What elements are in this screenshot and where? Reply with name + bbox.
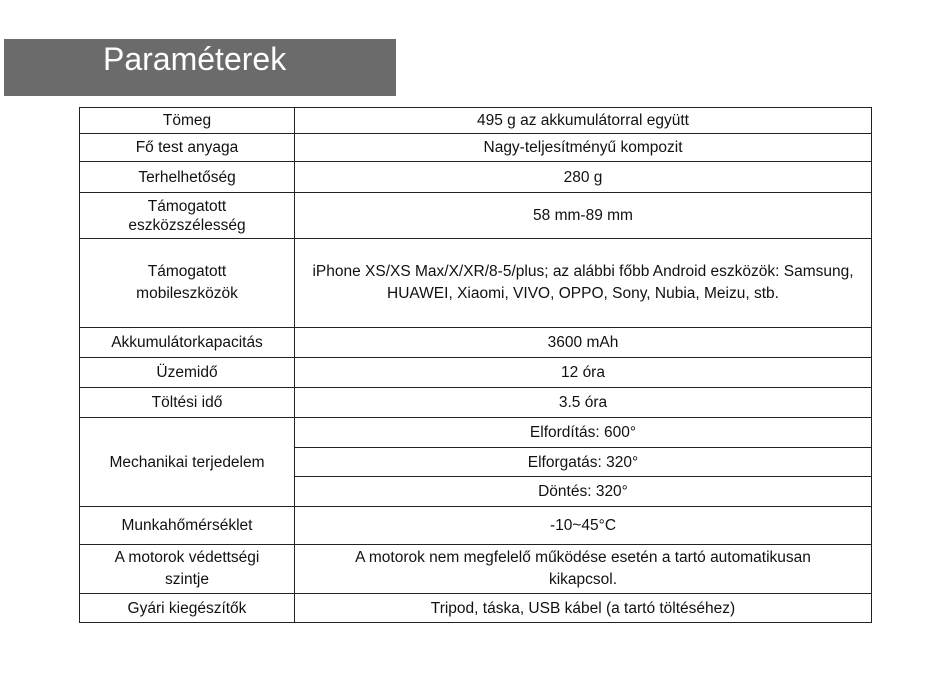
header-bar (4, 39, 396, 96)
table-row (80, 328, 872, 358)
table-row (80, 239, 872, 328)
row-value-tilt: Döntés: 320° (295, 477, 872, 507)
row-value-runtime: 12 óra (295, 358, 872, 388)
row-value-motor-protection: A motorok nem megfelelő működése esetén a tartó automatikusan kikapcsol. (295, 545, 872, 594)
row-label-material: Fő test anyaga (80, 134, 295, 162)
row-value-charge-time: 3.5 óra (295, 388, 872, 418)
row-label-motor-protection: A motorok védettségi szintje (80, 545, 295, 594)
row-value-supported-devices: iPhone XS/XS Max/X/XR/8-5/plus; az alábbi főbb Android eszközök: Samsung, HUAWEI, Xiaomi, VIVO, OPPO, Sony, Nubia, Meizu, stb. (295, 239, 872, 328)
table-row (80, 108, 872, 134)
table-row (80, 507, 872, 545)
page-title: Paraméterek (103, 41, 287, 77)
row-value-battery: 3600 mAh (295, 328, 872, 358)
table-row (80, 594, 872, 623)
row-value-roll: Elforgatás: 320° (295, 448, 872, 477)
row-value-pan: Elfordítás: 600° (295, 418, 872, 448)
row-value-weight: 495 g az akkumulátorral együtt (295, 108, 872, 134)
row-label-accessories: Gyári kiegészítők (80, 594, 295, 623)
row-label-supported-devices: Támogatott mobileszközök (80, 239, 295, 328)
row-label-battery: Akkumulátorkapacitás (80, 328, 295, 358)
row-label-runtime: Üzemidő (80, 358, 295, 388)
row-label-working-temp: Munkahőmérséklet (80, 507, 295, 545)
row-value-device-width: 58 mm-89 mm (295, 193, 872, 239)
row-value-material: Nagy-teljesítményű kompozit (295, 134, 872, 162)
table-row (80, 134, 872, 162)
row-label-device-width: Támogatott eszközszélesség (80, 193, 295, 239)
row-label-payload: Terhelhetőség (80, 162, 295, 193)
table-row (80, 358, 872, 388)
table-row (80, 388, 872, 418)
spec-table (79, 107, 872, 623)
row-value-working-temp: -10~45°C (295, 507, 872, 545)
row-label-weight: Tömeg (80, 108, 295, 134)
table-row (80, 418, 872, 448)
table-row (80, 193, 872, 239)
row-label-charge-time: Töltési idő (80, 388, 295, 418)
row-label-mechanical-range: Mechanikai terjedelem (80, 418, 295, 507)
row-value-payload: 280 g (295, 162, 872, 193)
row-value-accessories: Tripod, táska, USB kábel (a tartó töltéséhez) (295, 594, 872, 623)
table-row (80, 545, 872, 594)
table-row (80, 162, 872, 193)
